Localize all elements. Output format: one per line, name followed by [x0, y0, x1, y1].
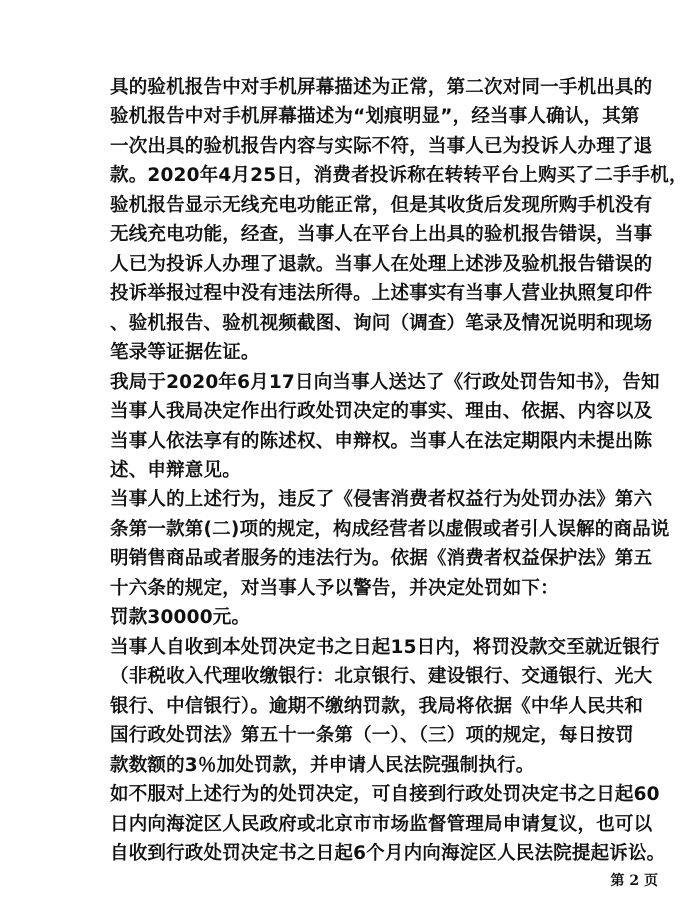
body-text-line: 、验机报告、验机视频截图、询问（调查）笔录及情况说明和现场: [110, 313, 653, 334]
body-text-line: 我局于2020年6月17日向当事人送达了《行政处罚告知书》，告知: [110, 372, 660, 393]
body-text-line: 罚款30000元。: [110, 607, 251, 628]
body-text-line: 明销售商品或者服务的违法行为。依据《消费者权益保护法》第五: [110, 548, 653, 569]
body-text-line: 条第一款第(二)项的规定，构成经营者以虚假或者引人误解的商品说: [110, 519, 670, 540]
body-text-line: 笔录等证据佐证。: [110, 342, 260, 363]
body-text-line: 当事人我局决定作出行政处罚决定的事实、理由、依据、内容以及: [110, 401, 653, 422]
body-text-line: 当事人依法享有的陈述权、申辩权。当事人在法定期限内未提出陈: [110, 431, 653, 452]
body-text-line: 人已为投诉人办理了退款。当事人在处理上述涉及验机报告错误的: [110, 254, 653, 275]
body-text-line: 如不服对上述行为的处罚决定，可自接到行政处罚决定书之日起60: [110, 784, 660, 805]
body-text-line: 款数额的3％加处罚款，并申请人民法院强制执行。: [110, 755, 535, 776]
body-text-line: 无线充电功能，经查，当事人在平台上出具的验机报告错误，当事: [110, 224, 653, 245]
body-text-line: 当事人自收到本处罚决定书之日起15日内，将罚没款交至就近银行: [110, 637, 660, 658]
body-text-line: 具的验机报告中对手机屏幕描述为正常，第二次对同一手机出具的: [110, 77, 653, 98]
body-text-line: 十六条的规定，对当事人予以警告，并决定处罚如下：: [110, 578, 559, 599]
body-text-line: 国行政处罚法》第五十一条第（一）、（三）项的规定，每日按罚: [110, 725, 634, 746]
body-text-line: 当事人的上述行为，违反了《侵害消费者权益行为处罚办法》第六: [110, 489, 653, 510]
page-number: 第 2 页: [610, 873, 658, 889]
body-text-line: 投诉举报过程中没有违法所得。上述事实有当事人营业执照复印件: [110, 283, 653, 304]
body-text-line: 日内向海淀区人民政府或北京市市场监督管理局申请复议，也可以: [110, 814, 653, 835]
body-text-line: 述、申辩意见。: [110, 460, 241, 481]
body-text-line: 验机报告中对手机屏幕描述为“划痕明显”，经当事人确认，其第: [110, 106, 640, 127]
body-text-line: 验机报告显示无线充电功能正常，但是其收货后发现所购手机没有: [110, 195, 653, 216]
body-text-line: 自收到行政处罚决定书之日起6个月内向海淀区人民法院提起诉讼。: [110, 843, 666, 864]
body-text-line: 款。2020年4月25日，消费者投诉称在转转平台上购买了二手手机，: [110, 165, 688, 186]
body-text-line: 一次出具的验机报告内容与实际不符，当事人已为投诉人办理了退: [110, 136, 653, 157]
body-text-line: （非税收入代理收缴银行：北京银行、建设银行、交通银行、光大: [110, 666, 653, 687]
body-text-line: 银行、中信银行）。逾期不缴纳罚款，我局将依据《中华人民共和: [110, 696, 644, 717]
